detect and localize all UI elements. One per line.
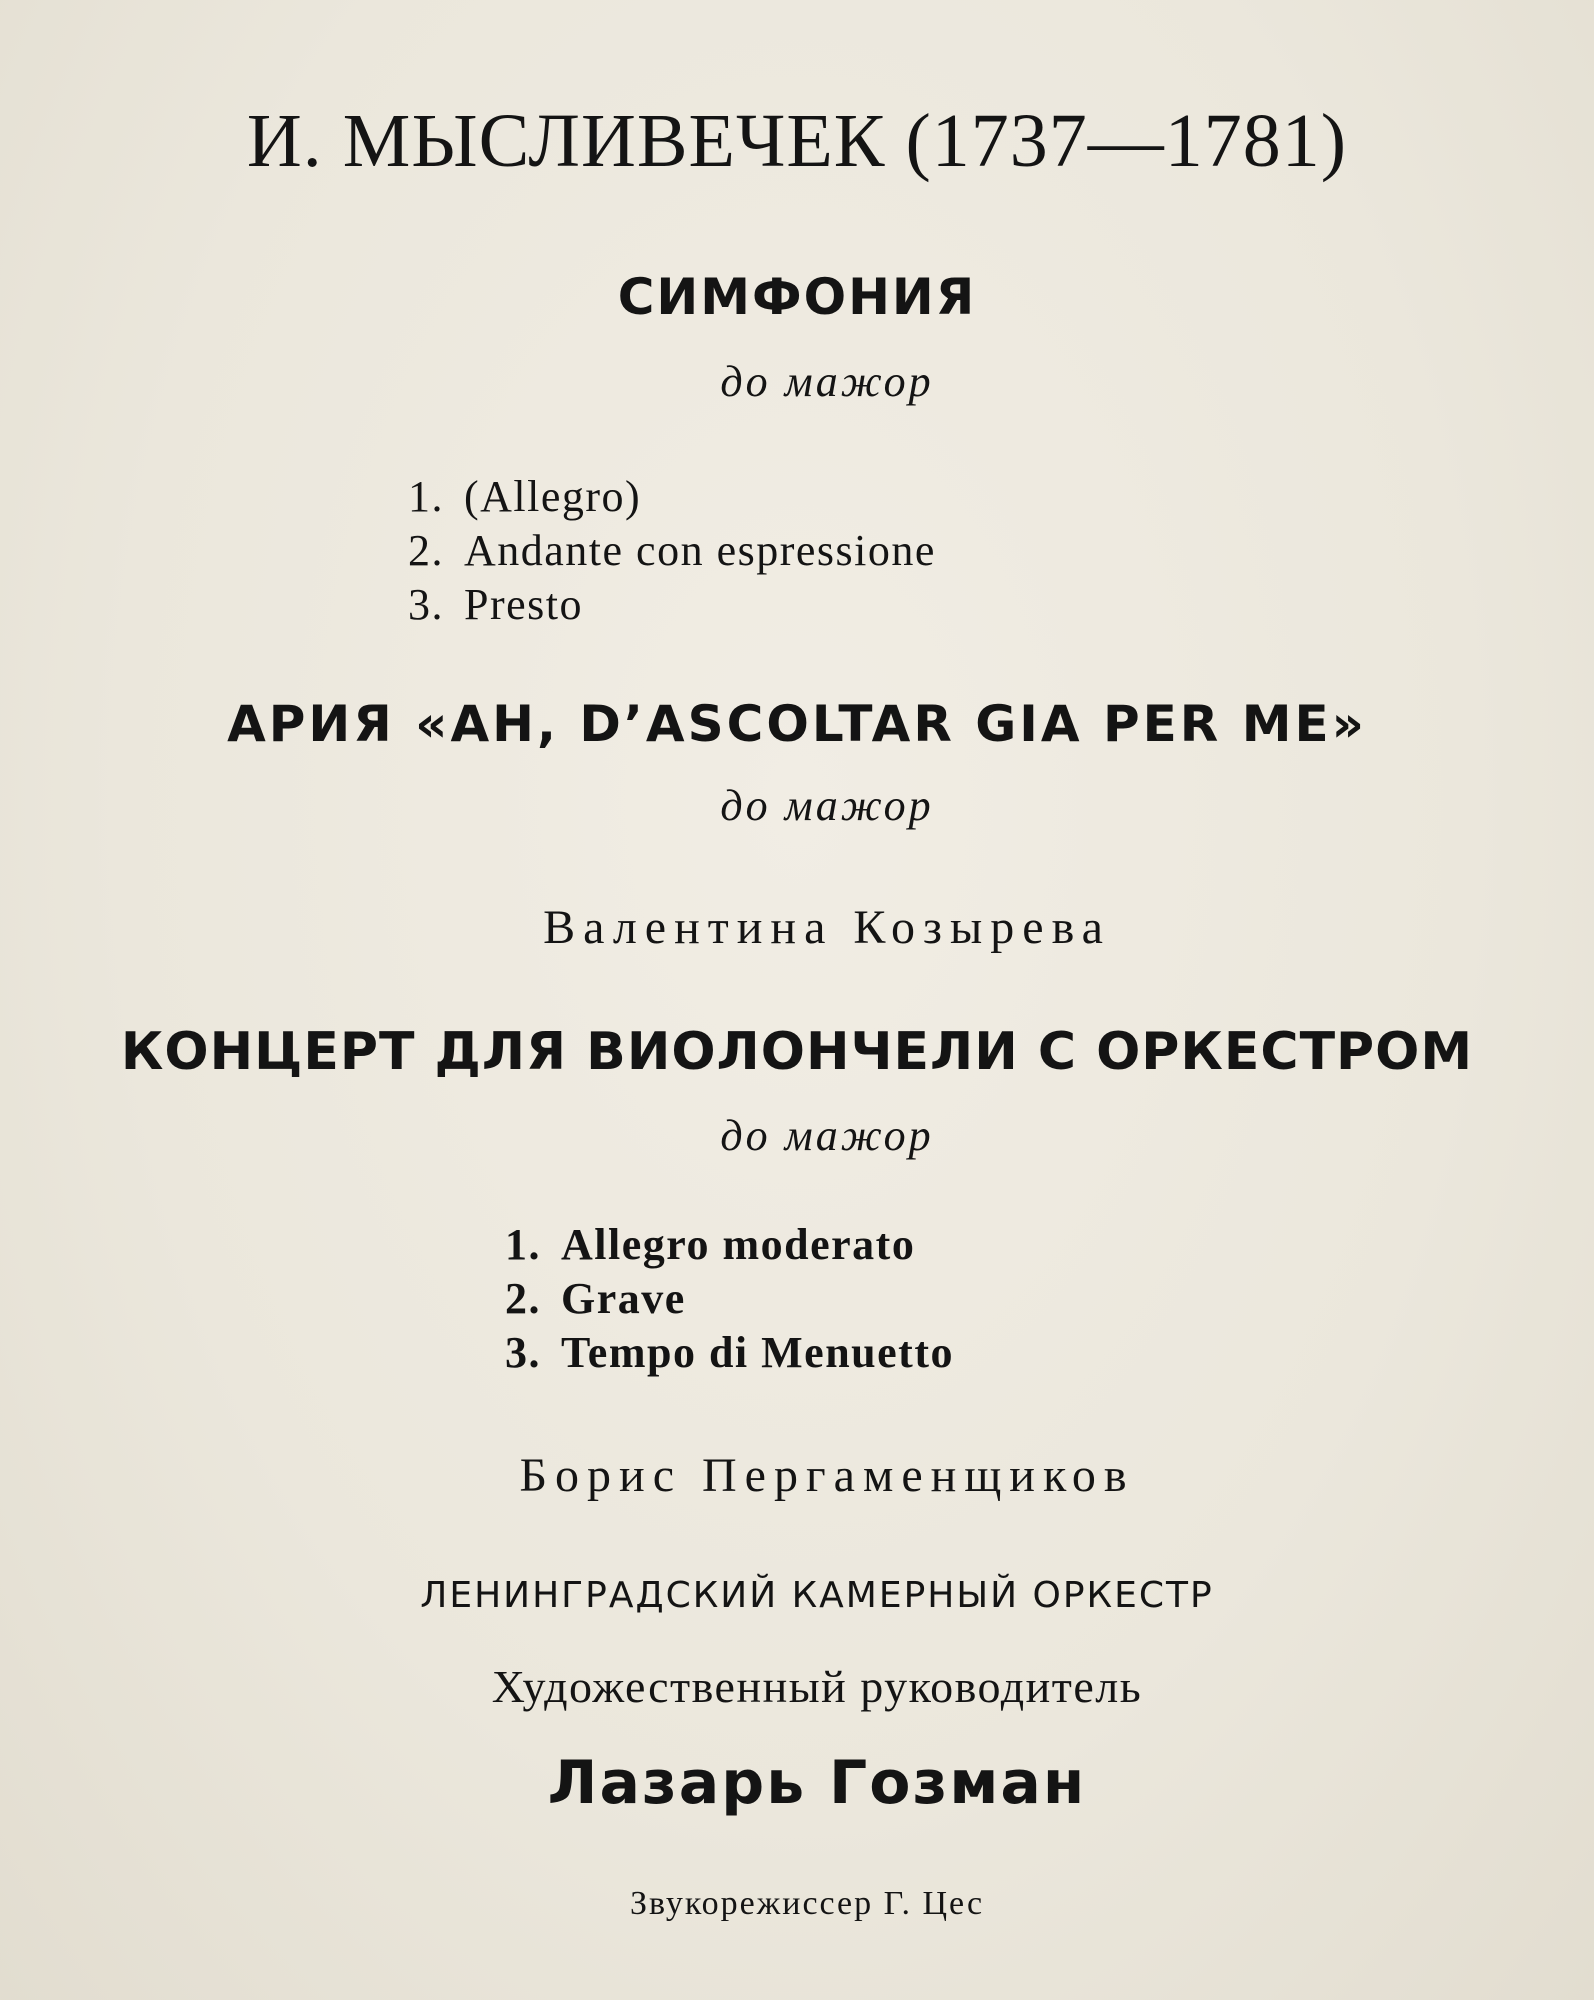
movement-number: 2. [505, 1274, 541, 1323]
list-item [408, 578, 936, 632]
symphony-movement-list [408, 470, 936, 632]
movement-name: Grave [561, 1274, 686, 1323]
movement-number: 1. [505, 1220, 541, 1269]
conductor-name: Лазарь Гозман [547, 1748, 1087, 1818]
movement-name: (Allegro) [464, 472, 642, 521]
movement-name: Presto [464, 580, 583, 629]
list-item [505, 1218, 954, 1272]
list-item [408, 524, 936, 578]
composer-title: И. МЫСЛИВЕЧЕК (1737—1781) [246, 99, 1348, 183]
concerto-title: КОНЦЕРТ ДЛЯ ВИОЛОНЧЕЛИ С ОРКЕСТРОМ [120, 1022, 1474, 1082]
sound-engineer: Звукорежиссер Г. Цес [629, 1885, 985, 1922]
movement-name: Allegro moderato [561, 1220, 916, 1269]
aria-title: АРИЯ «AH, D’ASCOLTAR GIA PER ME» [227, 695, 1367, 753]
movement-name: Tempo di Menuetto [561, 1328, 954, 1377]
orchestra-name: ЛЕНИНГРАДСКИЙ КАМЕРНЫЙ ОРКЕСТР [420, 1575, 1214, 1616]
list-item [505, 1272, 954, 1326]
movement-number: 3. [505, 1328, 541, 1377]
concerto-movement-list [505, 1218, 954, 1380]
list-item [408, 470, 936, 524]
concerto-key: до мажор [720, 1111, 934, 1160]
movement-number: 2. [408, 526, 444, 575]
symphony-title: СИМФОНИЯ [617, 268, 977, 326]
list-item [505, 1326, 954, 1380]
symphony-key: до мажор [720, 357, 934, 406]
movement-name: Andante con espressione [464, 526, 936, 575]
movement-number: 3. [408, 580, 444, 629]
aria-performer: Валентина Козырева [543, 901, 1111, 954]
aria-key: до мажор [720, 781, 934, 830]
director-title: Художественный руководитель [491, 1661, 1143, 1712]
movement-number: 1. [408, 472, 444, 521]
concerto-performer: Борис Пергаменщиков [519, 1449, 1135, 1502]
